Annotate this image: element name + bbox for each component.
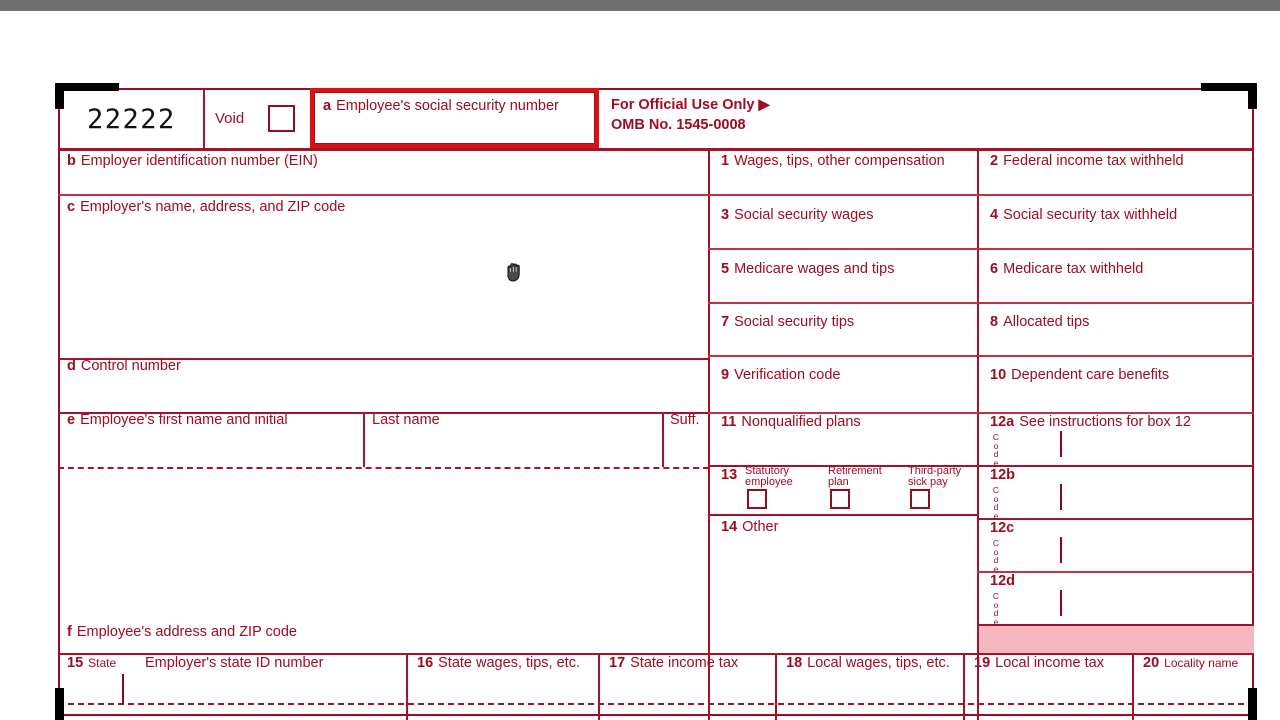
box-e-letter: e	[67, 412, 76, 428]
dashed-rule-state-local-row	[58, 703, 1254, 705]
box-12d-label	[990, 573, 1020, 590]
box-16-number: 16	[417, 655, 434, 671]
box-12a-code-divider-tick	[1060, 431, 1062, 457]
box-15-state-divider-tick	[122, 674, 124, 704]
rule-below-boxes-5-6	[708, 302, 1254, 304]
box-c-letter: c	[67, 199, 76, 215]
box-a-label-text: Employee's social security number	[336, 98, 559, 114]
box-12b-code-divider-tick	[1060, 484, 1062, 510]
code-letter-o: o	[993, 440, 999, 451]
box-17-label	[609, 655, 738, 672]
box-13-third-party-sick-pay-line2: sick pay	[908, 476, 948, 488]
code-letter-d: d	[993, 502, 999, 512]
box-13-statutory-employee-line2: employee	[745, 476, 793, 488]
void-label: Void	[215, 110, 245, 127]
box-a-letter: a	[323, 98, 332, 114]
divider-before-box-16	[406, 653, 408, 720]
divider-before-box-18	[775, 653, 777, 720]
box-19-label	[974, 655, 1104, 672]
official-use-text: For Official Use Only	[611, 97, 755, 113]
box-9-label-text: Verification code	[734, 367, 841, 383]
corner-mark-bottom-right-vertical	[1248, 688, 1257, 720]
box-14-label-text: Other	[742, 519, 779, 535]
box-12a-number: 12a	[990, 414, 1015, 430]
code-letter-e: e	[993, 616, 999, 627]
box-6-number: 6	[990, 261, 999, 277]
box-12c-code-label	[991, 539, 1001, 573]
box-11-number: 11	[721, 414, 737, 430]
code-letter-e: e	[993, 457, 999, 468]
divider-before-box-17	[598, 653, 600, 720]
box-15-label	[67, 655, 116, 672]
box-18-label-text: Local wages, tips, etc.	[807, 655, 950, 671]
box-15-employer-state-id-label: Employer's state ID number	[145, 655, 324, 671]
divider-before-suffix	[662, 412, 664, 467]
rule-below-box-b	[58, 194, 708, 196]
code-letter-e: e	[993, 563, 999, 574]
box-13-retirement-plan-line2: plan	[828, 476, 849, 488]
box-18-number: 18	[786, 655, 803, 671]
corner-mark-top-right-vertical	[1248, 83, 1257, 109]
box-8-number: 8	[990, 314, 999, 330]
omb-number: OMB No. 1545-0008	[611, 117, 746, 133]
box-13-retirement-plan-checkbox[interactable]	[830, 489, 850, 509]
box-e-label	[67, 412, 288, 429]
box-14-number: 14	[721, 519, 738, 535]
box-2-label	[990, 153, 1184, 170]
rule-above-box-14	[708, 514, 977, 516]
code-letter-o: o	[993, 493, 999, 504]
box-20-label-text: Locality name	[1164, 656, 1239, 670]
box-13-retirement-plan-line1: Retirement	[828, 465, 882, 477]
corner-mark-top-left-horizontal	[63, 83, 119, 91]
box-13-number: 13	[721, 467, 738, 483]
box-13-statutory-employee-checkbox[interactable]	[747, 489, 767, 509]
box-20-label	[1143, 655, 1238, 672]
box-16-label	[417, 655, 580, 672]
box-12d-code-divider-tick	[1060, 590, 1062, 616]
reserved-pink-block	[979, 626, 1254, 653]
box-10-label	[990, 367, 1169, 384]
box-c-label-text: Employer's name, address, and ZIP code	[80, 199, 346, 215]
arrow-right-icon: ▶	[758, 97, 770, 113]
divider-before-box-20	[1132, 653, 1134, 720]
corner-mark-bottom-left-vertical	[55, 688, 64, 720]
box-d-label-text: Control number	[80, 358, 181, 374]
box-b-label	[67, 153, 318, 170]
box-f-letter: f	[67, 624, 72, 640]
box-12b-code-label	[991, 486, 1001, 520]
box-17-number: 17	[609, 655, 626, 671]
box-12b-label	[990, 467, 1020, 484]
box-6-label	[990, 261, 1143, 278]
box-13-third-party-sick-pay-line1: Third-party	[908, 465, 962, 477]
box-13-third-party-sick-pay-checkbox[interactable]	[910, 489, 930, 509]
box-5-label	[721, 261, 894, 278]
box-e-label-text: Employee's first name and initial	[80, 412, 288, 428]
box-3-label	[721, 207, 874, 224]
divider-before-last-name	[363, 412, 365, 467]
box-15-state-label: State	[88, 656, 117, 670]
box-5-label-text: Medicare wages and tips	[734, 261, 895, 277]
code-letter-d: d	[993, 608, 999, 618]
rule-below-boxes-7-8	[708, 355, 1254, 357]
box-4-label	[990, 207, 1177, 224]
box-b-letter: b	[67, 153, 76, 169]
code-letter-d: d	[993, 555, 999, 565]
box-2-label-text: Federal income tax withheld	[1003, 153, 1184, 169]
divider-before-box-19	[963, 653, 965, 720]
box-9-label	[721, 367, 840, 384]
box-7-label-text: Social security tips	[734, 314, 855, 330]
box-18-label	[786, 655, 950, 672]
official-use-line	[611, 97, 770, 114]
box-12d-number: 12d	[990, 573, 1015, 589]
box-15-number: 15	[67, 655, 84, 671]
box-4-number: 4	[990, 207, 999, 223]
box-e-suffix-label: Suff.	[670, 412, 700, 428]
code-letter-c: C	[992, 485, 1000, 495]
box-e-last-name-label: Last name	[372, 412, 440, 428]
box-12a-code-label	[991, 433, 1001, 467]
box-2-number: 2	[990, 153, 999, 169]
box-17-label-text: State income tax	[630, 655, 739, 671]
box-a-label	[323, 98, 559, 115]
box-19-label-text: Local income tax	[995, 655, 1104, 671]
box-9-number: 9	[721, 367, 730, 383]
column-divider-left-middle	[708, 148, 710, 720]
box-14-label	[721, 519, 778, 536]
box-10-label-text: Dependent care benefits	[1011, 367, 1170, 383]
code-letter-c: C	[992, 432, 1000, 442]
code-letter-c: C	[992, 591, 1000, 601]
box-7-label	[721, 314, 854, 331]
rule-below-boxes-3-4	[708, 248, 1254, 250]
box-12c-number: 12c	[990, 520, 1015, 536]
box-19-number: 19	[974, 655, 991, 671]
form-outer-frame	[58, 88, 1254, 716]
code-letter-c: C	[992, 538, 1000, 548]
box-f-label-text: Employee's address and ZIP code	[76, 624, 297, 640]
box-1-label-text: Wages, tips, other compensation	[734, 153, 945, 169]
box-12c-code-divider-tick	[1060, 537, 1062, 563]
code-letter-o: o	[993, 599, 999, 610]
box-11-label	[721, 414, 861, 431]
code-letter-o: o	[993, 546, 999, 557]
box-1-number: 1	[721, 153, 730, 169]
control-number-digits: 22222	[87, 104, 176, 135]
code-letter-d: d	[993, 449, 999, 459]
box-12d-code-label	[991, 592, 1001, 626]
corner-mark-top-left-vertical	[55, 83, 64, 109]
void-checkbox[interactable]	[268, 105, 295, 132]
box-7-number: 7	[721, 314, 730, 330]
rule-below-header	[58, 148, 1254, 151]
box-d-label	[67, 358, 181, 375]
box-a-ssn-field[interactable]	[310, 88, 599, 148]
box-3-label-text: Social security wages	[734, 207, 874, 223]
box-20-number: 20	[1143, 655, 1160, 671]
rule-below-boxes-1-2	[708, 194, 1254, 196]
viewer-top-bar	[0, 0, 1280, 11]
box-12a-label	[990, 414, 1191, 431]
w2-form-sheet[interactable]	[55, 83, 1255, 720]
box-12b-number: 12b	[990, 467, 1015, 483]
box-16-label-text: State wages, tips, etc.	[438, 655, 580, 671]
box-1-label	[721, 153, 945, 170]
code-letter-e: e	[993, 510, 999, 521]
box-10-number: 10	[990, 367, 1007, 383]
box-3-number: 3	[721, 207, 730, 223]
box-12c-label	[990, 520, 1019, 537]
box-b-label-text: Employer identification number (EIN)	[80, 153, 318, 169]
box-11-label-text: Nonqualified plans	[741, 414, 861, 430]
box-13-statutory-employee-line1: Statutory	[745, 465, 790, 477]
dashed-rule-below-box-e	[58, 467, 709, 469]
box-c-label	[67, 199, 345, 216]
divider-after-control-number	[203, 90, 205, 148]
box-5-number: 5	[721, 261, 730, 277]
box-4-label-text: Social security tax withheld	[1003, 207, 1178, 223]
box-6-label-text: Medicare tax withheld	[1003, 261, 1144, 277]
box-8-label-text: Allocated tips	[1003, 314, 1090, 330]
box-12a-label-text: See instructions for box 12	[1019, 414, 1191, 430]
box-f-label	[67, 624, 297, 641]
box-8-label	[990, 314, 1089, 331]
box-d-letter: d	[67, 358, 76, 374]
